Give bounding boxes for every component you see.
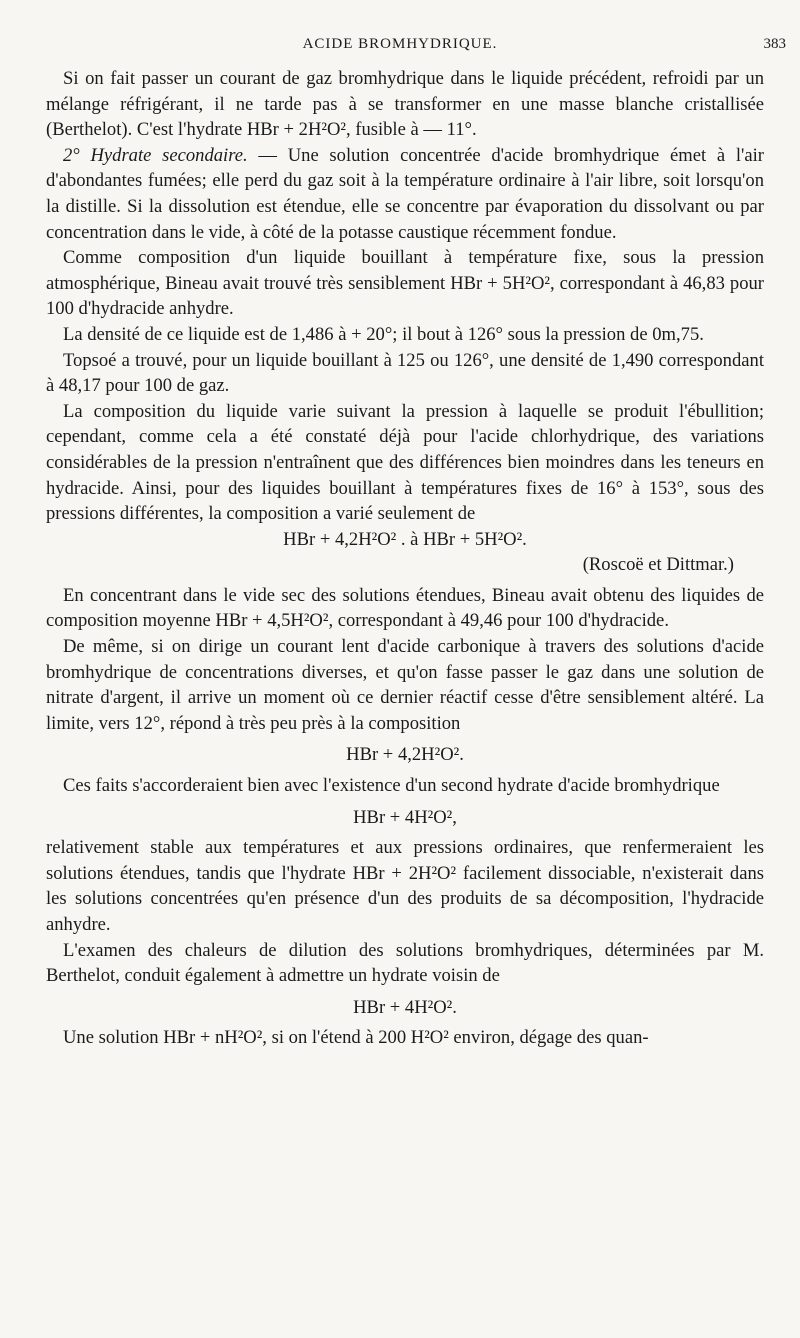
paragraph-1: Si on fait passer un courant de gaz bromhydrique dans le liquide précédent, refroidi par un mélange réfrigérant, il ne tarde pas à se transformer en une masse blanche cristallisée (Berthelot). C'est l'hydrate HBr + 2H²O², fusible à — 11°. [46,68,764,141]
formula-4: HBr + 4H²O². [353,996,457,1018]
paragraph-4: La densité de ce liquide est de 1,486 à + 20°; il bout à 126° sous la pression de 0m,75. [63,323,704,345]
paragraph-5: Topsoé a trouvé, pour un liquide bouillant à 125 ou 126°, une densité de 1,490 correspondant à 48,17 pour 100 de gaz. [46,349,764,397]
formula-3: HBr + 4H²O², [353,806,457,828]
paragraph-10: relativement stable aux températures et aux pressions ordinaires, que renfermeraient les solutions étendues, tandis que l'hydrate HBr + 2H²O² facilement dissociable, n'existerait dans les solutions concentrées qu'en présence d'un des produits de sa décomposition, l'hydracide anhydre. [46,837,764,935]
paragraph-3: Comme composition d'un liquide bouillant à température fixe, sous la pression atmosphérique, Bineau avait trouvé très sensiblement HBr + 5H²O², correspondant à 46,83 pour 100 d'hydracide anhydre. [46,247,764,320]
paragraph-6: La composition du liquide varie suivant la pression à laquelle se produit l'ébullition; cependant, comme cela a été constaté déjà pour l'acide chlorhydrique, des variations considérables de la pression n'entraînent que des différences bien moindres dans les teneurs en hydracide. Ainsi, pour des liquides bouillant à températures fixes de 16° à 153°, sous des pressions différentes, la composition a varié seulement de [46,400,764,525]
page-number: 383 [763,36,786,52]
formula-1: HBr + 4,2H²O² . à HBr + 5H²O². [283,528,527,550]
running-title: ACIDE BROMHYDRIQUE. [302,36,498,52]
paragraph-2-text: — Une solution concentrée d'acide bromhydrique émet à l'air d'abondantes fumées; elle perd du gaz soit à la température ordinaire à l'air libre, soit lorsqu'on la distille. Si la dissolution est étendue, elle se concentre par évaporation du dissolvant ou par concentration dans le vide, à côté de la potasse caustique récemment fondue. [46,144,764,243]
paragraph-12: Une solution HBr + nH²O², si on l'étend à 200 H²O² environ, dégage des quan- [63,1027,649,1049]
paragraph-9: Ces faits s'accorderaient bien avec l'existence d'un second hydrate d'acide bromhydrique [63,775,720,797]
paragraph-8: De même, si on dirige un courant lent d'acide carbonique à travers des solutions d'acide bromhydrique de concentrations diverses, et qu'on fasse passer le gaz dans une solution de nitrate d'argent, il arrive un moment où ce dernier réactif cesse d'être sensiblement altéré. La limite, vers 12°, répond à très peu près à la composition [46,636,764,734]
paragraph-7: En concentrant dans le vide sec des solutions étendues, Bineau avait obtenu des liquides de composition moyenne HBr + 4,5H²O², correspondant à 49,46 pour 100 d'hydracide. [46,584,764,632]
page-header [0,34,800,58]
section-label: 2° Hydrate secondaire. [63,144,248,166]
formula-2: HBr + 4,2H²O². [346,744,464,766]
page-body [46,66,764,1051]
paragraph-11: L'examen des chaleurs de dilution des solutions bromhydriques, déterminées par M. Berthelot, conduit également à admettre un hydrate voisin de [46,939,764,987]
paragraph-2 [46,143,764,245]
citation: (Roscoë et Dittmar.) [582,554,734,576]
